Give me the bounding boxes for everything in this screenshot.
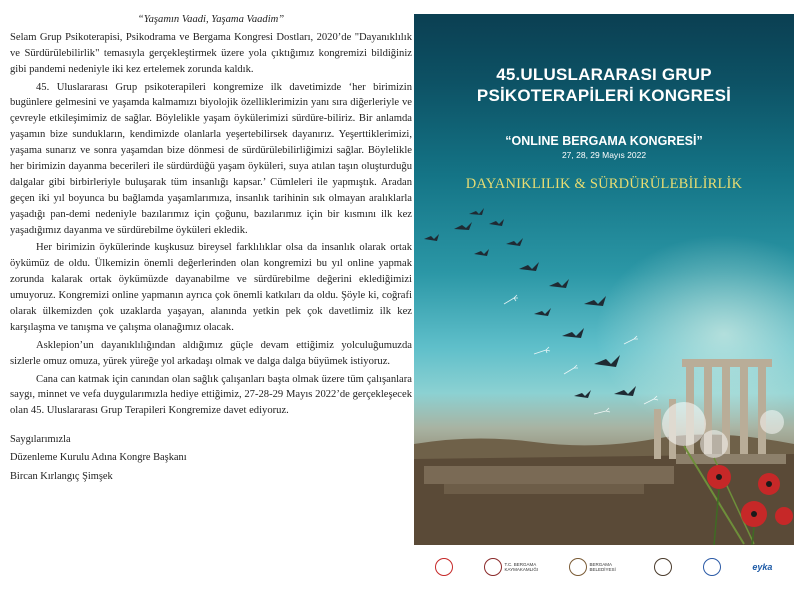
logo-name: eyka: [752, 561, 773, 572]
letter-signature: [10, 431, 412, 486]
stone-wall: [444, 484, 644, 494]
municipality-icon: [484, 558, 502, 576]
poster-dates: 27, 28, 29 Mayıs 2022: [561, 150, 647, 160]
municipality-logo: [569, 558, 623, 576]
poster-theme: DAYANIKLILIK & SÜRDÜRÜLEBİLİRLİK: [465, 176, 743, 192]
poster-title: [414, 64, 794, 106]
figure-mark: [703, 558, 721, 576]
tree-mark: [654, 558, 672, 576]
birds-flock: [424, 208, 636, 398]
logo-name: BERGAMA BELEDİYESİ: [589, 561, 616, 572]
letter-paragraph: Her birimizin öykülerinde kuşkusuz bireysel farklılıklar olsa da insanlık olarak ortak öykümüz de oldu. Ülkemizin önemli değerlerinden olan kongremizi bu yıl online yapmak zorunda kalarak ortak öykümüzde dayanabilme ve sürdürebilme değerini eklediğimizi umuyoruz. Kongremizi online yapmanın ayrıca çok önemli katkıları da oldu. Şöyle ki, coğrafi olarak ülkemizden çok uzaklarda yaşayan, alanında yetkin pek çok davetlimiz ilk kez karşılaşma ve tanışma ve çalışma olanağımız olacak.: [10, 242, 412, 333]
tree-icon: [654, 558, 672, 576]
municipality-icon: [569, 558, 587, 576]
municipality-logo: [484, 558, 538, 576]
letter-quote: “Yaşamın Vaadi, Yaşama Vaadim”: [137, 14, 285, 25]
stone-wall: [424, 466, 674, 484]
letter-paragraph: Selam Grup Psikoterapisi, Psikodrama ve Bergama Kongresi Dostları, 2020’de "Dayanıklılık ve Sürdürülebilirlik" temasıyla gerçekleştirmek üzere yola çıktığımız kongremizi bildiğiniz gibi pandemi nedeniyle iki kez ertelemek zorunda kaldık.: [10, 31, 412, 75]
letter-paragraph: Asklepion’un dayanıklılığından aldığımız güçle devam ettiğimiz yolculuğumuzda sizlerle omuz omuza, yürek yüreğe yol arkadaşı olmak ve dalga dalga büyümek istiyoruz.: [10, 339, 412, 367]
poster-subtitle: “ONLINE BERGAMA KONGRESİ”: [505, 134, 703, 148]
seal-icon: [435, 558, 453, 576]
signature-role: Düzenleme Kurulu Adına Kongre Başkanı: [10, 452, 187, 464]
letter-paragraph: Cana can katmak için canından olan sağlık çalışanları başta olmak üzere tüm çalışanlara saygı, minnet ve vefa duygularımızla hediye ettiğimiz, 27-28-29 Mayıs 2022’de gerçekleşecek olan 45. Uluslararası Grup Terapileri Kongremize davet ediyoruz.: [10, 373, 412, 417]
logo-name: T.C. BERGAMA KAYMAKAMLIĞI: [504, 561, 539, 572]
sponsor-logo-bar: [414, 545, 794, 589]
eyka-logo-icon: [752, 562, 772, 572]
signature-name: Bircan Kırlangıç Şimşek: [10, 470, 113, 482]
congress-poster: [414, 14, 794, 589]
seal-mark: [435, 558, 453, 576]
poster-title-line: PSİKOTERAPİLERİ KONGRESİ: [476, 86, 732, 105]
poster-title-line: 45.ULUSLARARASI GRUP: [496, 65, 712, 84]
invitation-letter: [10, 12, 412, 592]
figure-icon: [703, 558, 721, 576]
signature-closing: Saygılarımızla: [10, 434, 71, 446]
letter-paragraph: 45. Uluslararası Grup psikoterapileri kongremize ilk davetimizde ‘her birimizin bugünlere gelmesini ve yaşamda kalmamızı biyolojik özelliklerimizin yanı sıra diğerleriyle ve çevreyle etkileşimimiz de sağlar. Böylelikle yaşam öykülerimizi sürdüre-biliriz. Bir anlamda yaşamın bize sundukların, kendimizde olanlarla yeşertebilirsek dayanırız. Yeşerttiklerimizi, yaşama sunarız ve sonra yaşamdan bize dönmesi de sürdürülebilirliğimizi sağlar. Böylelikle her birimizin dayanma becerileri ile sürdürdüğü yaşam öyküleri, suya atılan taşın oluşturduğu dalgalar gibi birbirleriyle buluşarak tüm insanlığı kapsar.’ Cümleleri ile yapmıştık. Aradan geçen iki yıl boyunca bu bağlamda yaşamlarımıza, insanlık tarihinin sık olmayan aralıklarla yaşadığı pan-demi nedeniyle bazılarımız için çoğunu, bazılarımız için bir kısmını ilk kez yaşadığımız dayanma ve sürdürebilme öyküleri ekledik.: [10, 81, 412, 236]
